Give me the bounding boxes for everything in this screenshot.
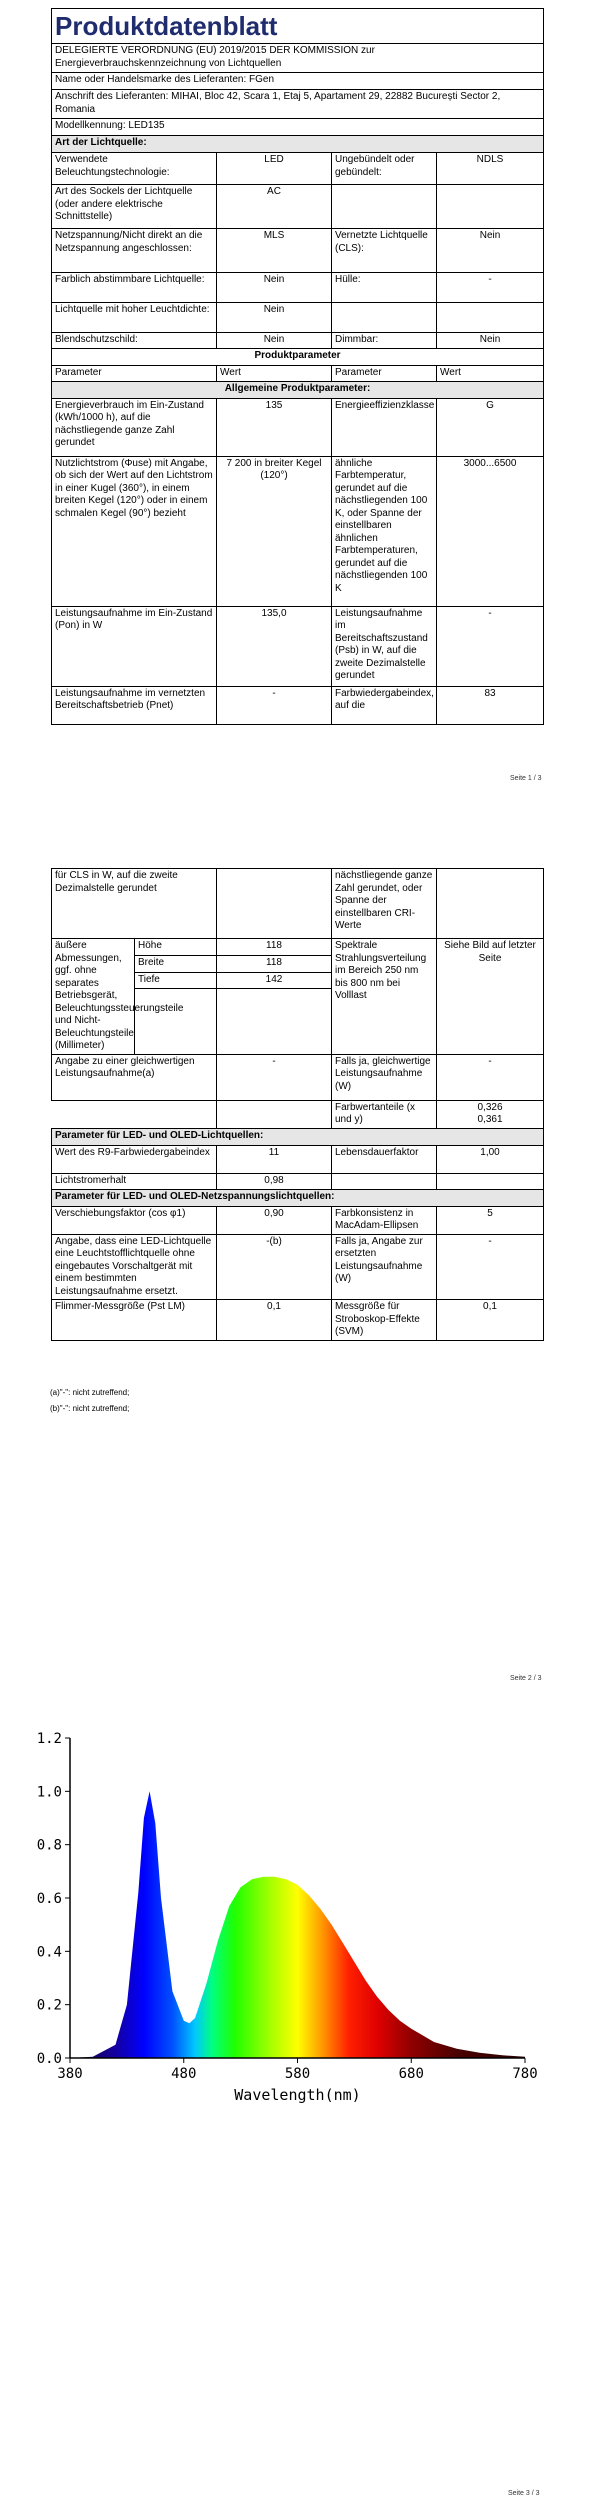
row-label xyxy=(332,303,437,333)
consistency-label: Farbkonsistenz in MacAdam-Ellipsen xyxy=(332,1206,437,1234)
page-footer: Seite 3 / 3 xyxy=(508,2490,540,2497)
row-value: - xyxy=(437,273,544,303)
param-value: - xyxy=(437,606,544,686)
section-general-params: Allgemeine Produktparameter: xyxy=(52,381,544,398)
x-tick-label: 480 xyxy=(171,2066,197,2082)
x-tick-label: 780 xyxy=(512,2066,538,2082)
row-value: Nein xyxy=(437,333,544,349)
param-value: - xyxy=(217,686,332,724)
spectral-value: Siehe Bild auf letzter Seite xyxy=(437,939,544,1055)
page-title: Produktdatenblatt xyxy=(52,9,544,44)
flicker-value: 0,1 xyxy=(217,1300,332,1341)
param-label: Farbwiedergabeindex, auf die xyxy=(332,686,437,724)
col-header: Parameter xyxy=(52,366,217,382)
param-value: 135,0 xyxy=(217,606,332,686)
row-value: LED xyxy=(217,153,332,185)
r9-value: 11 xyxy=(217,1145,332,1173)
row-value xyxy=(437,185,544,229)
row-label: Art des Sockels der Lichtquelle (oder andere elektrische Schnittstelle) xyxy=(52,185,217,229)
page-footer: Seite 1 / 3 xyxy=(510,775,542,782)
param-label: Leistungsaufnahme im Ein-Zustand (Pon) in W xyxy=(52,606,217,686)
maintenance-label: Lichtstromerhalt xyxy=(52,1173,217,1189)
param-label: Leistungsaufnahme im Bereitschaftszustand (Psb) in W, auf die zweite Dezimalstelle gerundet xyxy=(332,606,437,686)
page-footer: Seite 2 / 3 xyxy=(510,1675,542,1682)
dim-label: Tiefe xyxy=(135,972,217,989)
y-tick-label: 0.2 xyxy=(36,1997,62,2014)
y-tick-label: 0.6 xyxy=(36,1891,62,1907)
col-header: Parameter xyxy=(332,366,437,382)
chromaticity-values xyxy=(437,1100,544,1128)
model-id: Modellkennung: LED135 xyxy=(52,119,544,136)
regulation-text: DELEGIERTE VERORDNUNG (EU) 2019/2015 DER KOMMISSION zur Energieverbrauchskennzeichnung von Lichtquellen xyxy=(52,44,544,73)
x-axis-label: Wavelength(nm) xyxy=(234,2086,361,2104)
consistency-value: 5 xyxy=(437,1206,544,1234)
spectrum-area xyxy=(70,1791,525,2058)
row-label: Farblich abstimmbare Lichtquelle: xyxy=(52,273,217,303)
row-label: Vernetzte Lichtquelle (CLS): xyxy=(332,229,437,273)
flicker-label: Flimmer-Messgröße (Pst LM) xyxy=(52,1300,217,1341)
dim-label: Breite xyxy=(135,955,217,972)
section-product-params: Produktparameter xyxy=(52,349,544,366)
x-tick-label: 680 xyxy=(398,2066,424,2082)
param-value: 3000...6500 xyxy=(437,456,544,606)
row-value: NDLS xyxy=(437,153,544,185)
r9-label: Wert des R9-Farbwiedergabeindex xyxy=(52,1145,217,1173)
dim-label: Höhe xyxy=(135,939,217,956)
row-label: Hülle: xyxy=(332,273,437,303)
displacement-label: Verschiebungsfaktor (cos φ1) xyxy=(52,1206,217,1234)
spectral-label: Spektrale Strahlungsverteilung im Bereich 250 nm bis 800 nm bei Volllast xyxy=(332,939,437,1055)
cri-label: nächstliegende ganze Zahl gerundet, oder Spanne der einstellbaren CRI-Werte xyxy=(332,869,437,939)
param-label: Energieeffizienzklasse xyxy=(332,398,437,456)
col-header: Wert xyxy=(217,366,332,382)
stroboscopic-value: 0,1 xyxy=(437,1300,544,1341)
dim-value: 118 xyxy=(217,939,332,956)
dim-value: 118 xyxy=(217,955,332,972)
stroboscopic-label: Messgröße für Stroboskop-Effekte (SVM) xyxy=(332,1300,437,1341)
row-label: Netzspannung/Nicht direkt an die Netzspannung angeschlossen: xyxy=(52,229,217,273)
equiv-label-2: Falls ja, gleichwertige Leistungsaufnahme (W) xyxy=(332,1054,437,1100)
survival-value: 1,00 xyxy=(437,1145,544,1173)
row-label: Dimmbar: xyxy=(332,333,437,349)
row-value xyxy=(437,303,544,333)
row-value: AC xyxy=(217,185,332,229)
page-1 xyxy=(0,0,591,790)
row-label: Ungebündelt oder gebündelt: xyxy=(332,153,437,185)
row-label: Verwendete Beleuchtungstechnologie: xyxy=(52,153,217,185)
row-label: Lichtquelle mit hoher Leuchtdichte: xyxy=(52,303,217,333)
dims-label: äußere Abmessungen, ggf. ohne separates Betriebsgerät, Beleuchtungssteuerungsteile und Nicht-Beleuchtungsteile (Millimeter) xyxy=(52,939,135,1055)
param-label: Energieverbrauch im Ein-Zustand (kWh/1000 h), auf die nächstliegende ganze Zahl gerundet xyxy=(52,398,217,456)
param-value: 7 200 in breiter Kegel (120°) xyxy=(217,456,332,606)
row-value: Nein xyxy=(437,229,544,273)
supplier-brand: Name oder Handelsmarke des Lieferanten: FGen xyxy=(52,73,544,90)
param-value: 135 xyxy=(217,398,332,456)
spectral-distribution-chart xyxy=(0,1720,591,2140)
page-2 xyxy=(0,860,591,1690)
section-mains-params: Parameter für LED- und OLED-Netzspannungslichtquellen: xyxy=(52,1189,544,1206)
chromaticity-label: Farbwertanteile (x und y) xyxy=(332,1100,437,1128)
retrofit-power-value: - xyxy=(437,1234,544,1300)
equiv-label: Angabe zu einer gleichwertigen Leistungsaufnahme(a) xyxy=(52,1054,217,1100)
retrofit-power-label: Falls ja, Angabe zur ersetzten Leistungsaufnahme (W) xyxy=(332,1234,437,1300)
dim-value: 142 xyxy=(217,972,332,989)
param-value: 83 xyxy=(437,686,544,724)
row-value: Nein xyxy=(217,273,332,303)
param-value: G xyxy=(437,398,544,456)
row-label xyxy=(332,185,437,229)
supplier-address: Anschrift des Lieferanten: MIHAI, Bloc 42, Scara 1, Etaj 5, Apartament 29, 22882 București Sector 2, Romania xyxy=(52,90,544,119)
chromaticity-x: 0,326 xyxy=(477,1101,503,1113)
maintenance-value: 0,98 xyxy=(217,1173,332,1189)
y-tick-label: 1.0 xyxy=(36,1784,62,1801)
x-tick-label: 380 xyxy=(57,2066,83,2082)
datasheet-table-2 xyxy=(51,868,544,1341)
x-tick-label: 580 xyxy=(284,2066,311,2082)
row-value: MLS xyxy=(217,229,332,273)
equiv-value: - xyxy=(217,1054,332,1100)
param-label: Nutzlichtstrom (Φuse) mit Angabe, ob sich der Wert auf den Lichtstrom in einer Kugel (360°), in einem breiten Kegel (120°) oder in einem schmalen Kegel (90°) bezieht xyxy=(52,456,217,606)
y-tick-label: 1.2 xyxy=(36,1731,62,1747)
y-tick-label: 0.4 xyxy=(36,1944,62,1961)
y-tick-label: 0.0 xyxy=(36,2051,62,2067)
footnote-a: (a)"-": nicht zutreffend; xyxy=(50,1388,130,1397)
cls-label: für CLS in W, auf die zweite Dezimalstelle gerundet xyxy=(52,869,217,939)
displacement-value: 0,90 xyxy=(217,1206,332,1234)
row-value: Nein xyxy=(217,303,332,333)
equiv-value-2: - xyxy=(437,1054,544,1100)
footnote-b: (b)"-": nicht zutreffend; xyxy=(50,1404,130,1413)
section-led-params: Parameter für LED- und OLED-Lichtquellen: xyxy=(52,1128,544,1145)
datasheet-table-1 xyxy=(51,8,544,725)
survival-label: Lebensdauerfaktor xyxy=(332,1145,437,1173)
section-lighttype: Art der Lichtquelle: xyxy=(52,136,544,153)
row-value: Nein xyxy=(217,333,332,349)
retrofit-value: -(b) xyxy=(217,1234,332,1300)
row-label: Blendschutzschild: xyxy=(52,333,217,349)
param-label: Leistungsaufnahme im vernetzten Bereitschaftsbetrieb (Pnet) xyxy=(52,686,217,724)
page-3 xyxy=(0,1720,591,2510)
param-label: ähnliche Farbtemperatur, gerundet auf die nächstliegenden 100 K, oder Spanne der einstellbaren ähnlichen Farbtemperaturen, gerundet auf die nächstliegenden 100 K xyxy=(332,456,437,606)
y-tick-label: 0.8 xyxy=(36,1837,62,1854)
retrofit-label: Angabe, dass eine LED-Lichtquelle eine Leuchtstofflichtquelle ohne eingebautes Vorschaltgerät mit einem bestimmten Leistungsaufnahme ersetzt. xyxy=(52,1234,217,1300)
chromaticity-y: 0,361 xyxy=(477,1114,503,1125)
col-header: Wert xyxy=(437,366,544,382)
